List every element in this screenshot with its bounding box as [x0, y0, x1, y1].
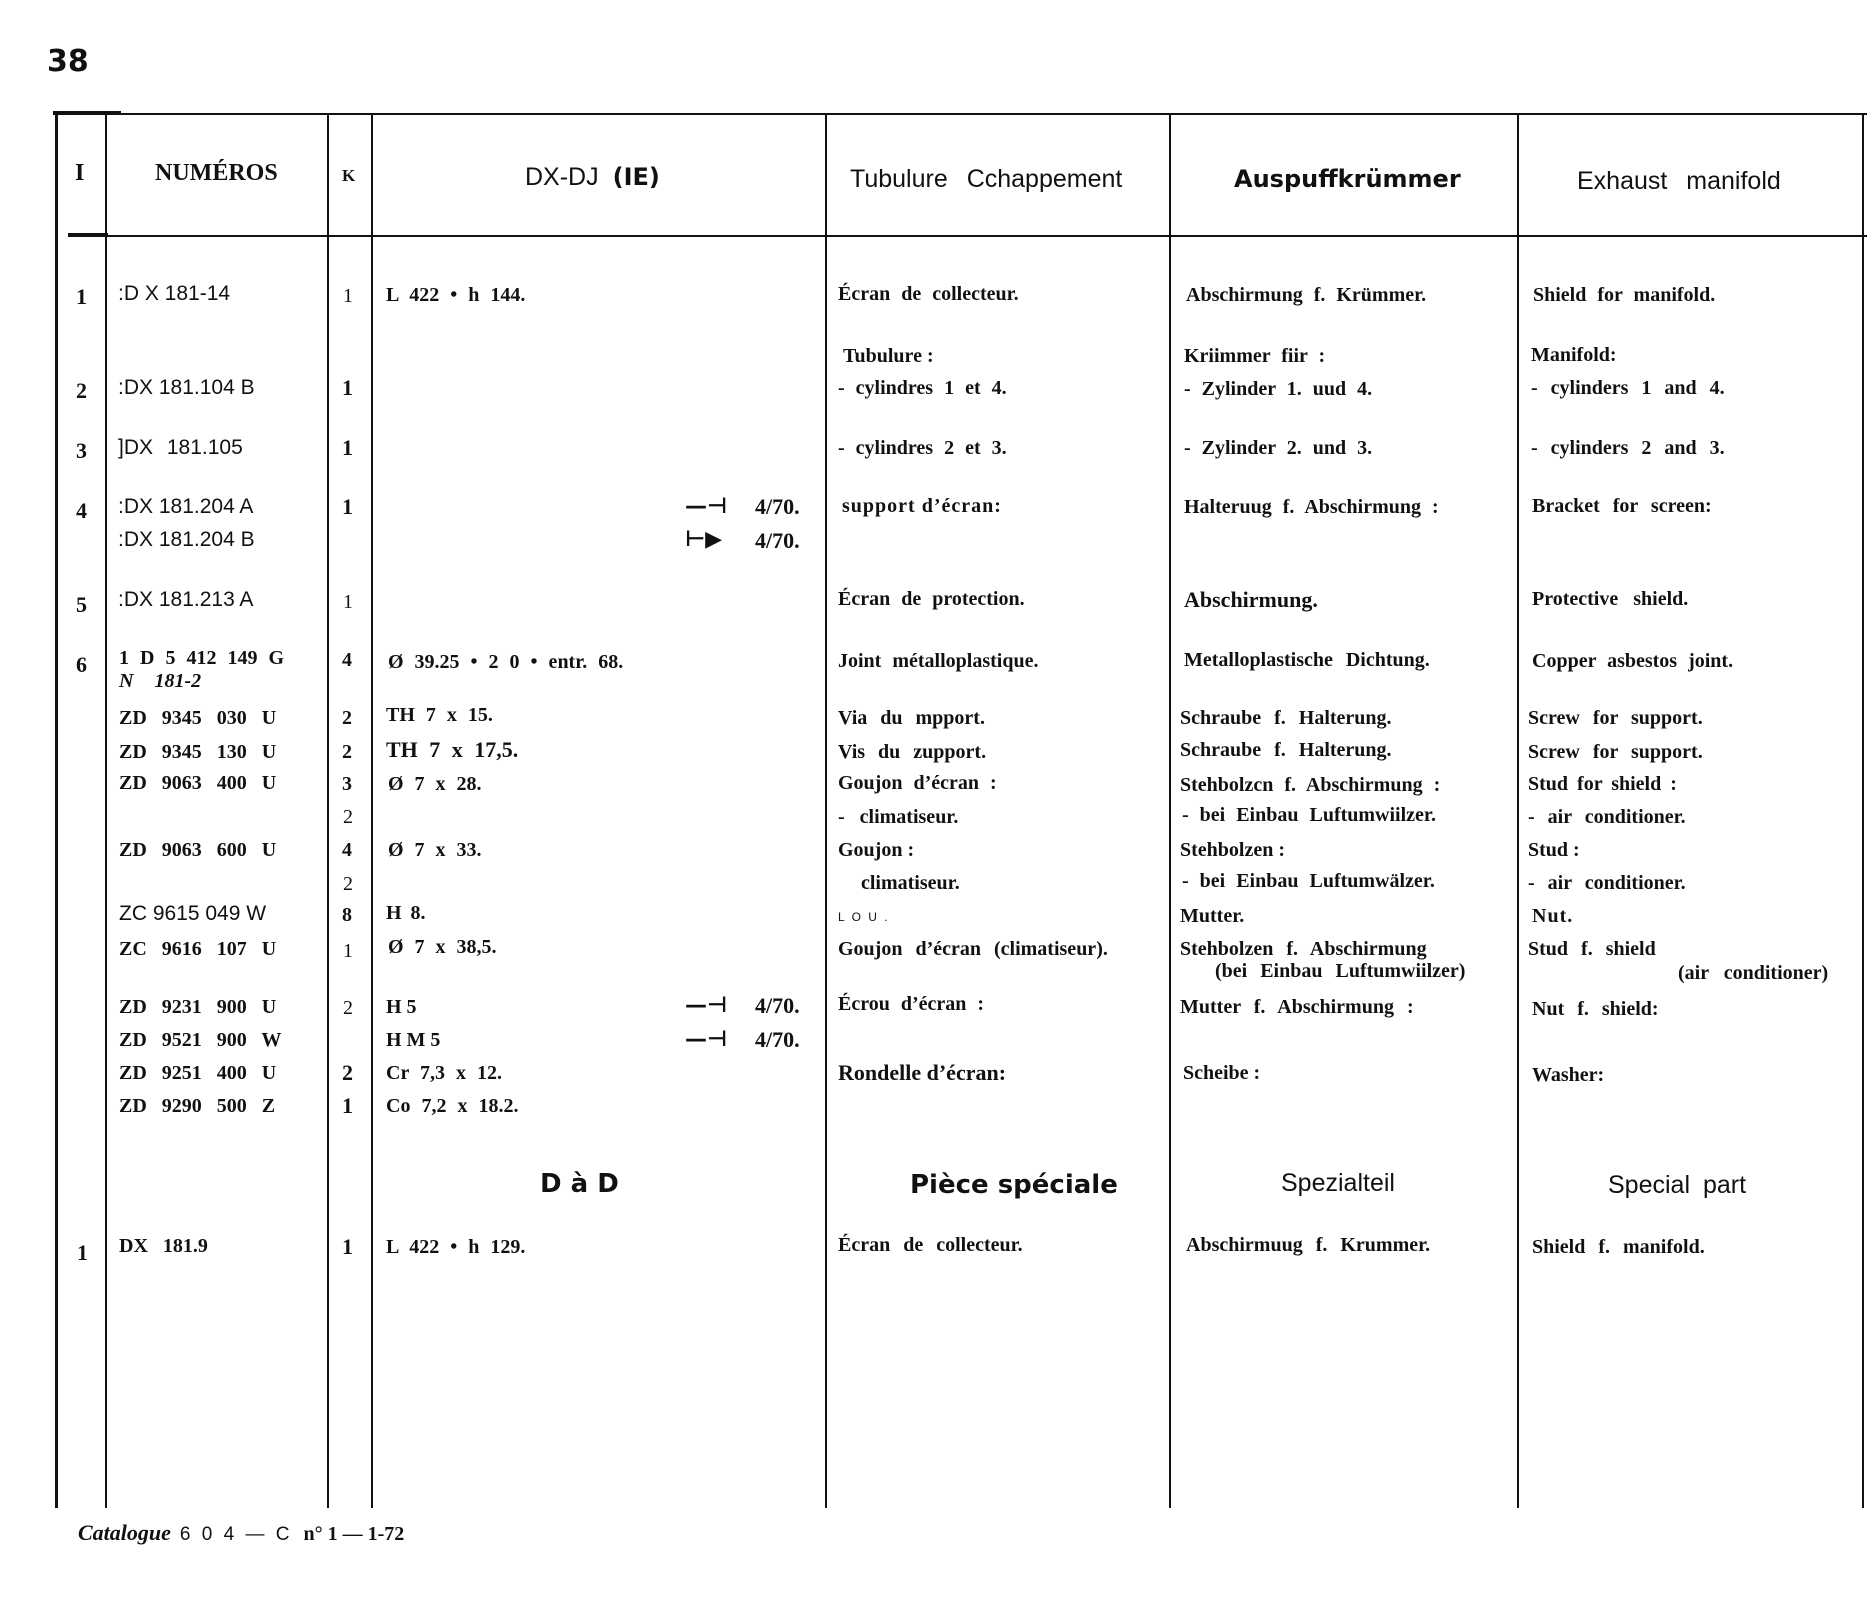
spec: Ø 7 x 28. — [388, 773, 482, 795]
de-col-divider — [1517, 113, 1519, 1508]
desc-de: - Zylinder 1. uud 4. — [1184, 378, 1373, 400]
desc-en: Copper asbestos joint. — [1532, 650, 1734, 672]
part-number — [118, 282, 230, 306]
quantity: 1 — [342, 435, 353, 460]
row-index: 2 — [76, 378, 87, 403]
desc-en: Nut. — [1532, 905, 1574, 927]
quantity: 1 — [342, 375, 353, 400]
desc-de: Abschirmung. — [1184, 587, 1318, 612]
quantity: 4 — [342, 649, 352, 671]
desc-en: Washer: — [1532, 1064, 1605, 1086]
desc-en: Stud f. shield — [1528, 938, 1656, 960]
spec: TH 7 x 17,5. — [386, 737, 519, 762]
spec: H 8. — [386, 902, 426, 924]
desc-fr: Écrou d’écran : — [838, 993, 985, 1015]
row-index: 1 — [77, 1240, 88, 1265]
header-model-suffix: (IE) — [612, 163, 660, 191]
header-english: Exhaust manifold — [1577, 167, 1781, 195]
special-heading-fr: Pièce spéciale — [910, 1170, 1118, 1200]
desc-en: Stud : — [1528, 839, 1580, 861]
desc-de: - bei Einbau Luftumwiilzer. — [1182, 804, 1436, 826]
desc-fr: Vis du zupport. — [838, 741, 987, 763]
quantity: 2 — [342, 1060, 353, 1085]
desc-en: Stud for shield : — [1528, 773, 1677, 795]
desc-fr: - cylindres 2 et 3. — [838, 437, 1007, 459]
desc-de: Mutter f. Abschirmung : — [1180, 996, 1414, 1018]
desc-de: Halteruug f. Abschirmung : — [1184, 496, 1439, 518]
header-k: K — [342, 166, 356, 185]
part-number: ZD 9063 600 U — [119, 839, 277, 861]
desc-de-subheading: Kriimmer fiir : — [1184, 345, 1326, 367]
desc-en: Screw for support. — [1528, 707, 1703, 729]
part-number-text: :D X 181-14 — [118, 282, 231, 305]
quantity: 1 — [343, 285, 353, 307]
part-number: ZD 9521 900 W — [119, 1029, 282, 1051]
spec: Co 7,2 x 18.2. — [386, 1095, 519, 1117]
desc-fr: Écran de collecteur. — [838, 1234, 1023, 1256]
part-number: :DX 181.204 A — [118, 495, 254, 518]
part-number: ZD 9251 400 U — [119, 1062, 277, 1084]
desc-en: - cylinders 2 and 3. — [1531, 437, 1725, 459]
part-number: ZC 9616 107 U — [119, 938, 277, 960]
k-col-divider — [371, 113, 373, 1508]
quantity: 2 — [343, 873, 353, 895]
part-number: ZD 9345 130 U — [119, 741, 277, 763]
catalogue-footer — [78, 1520, 404, 1546]
spec: H M 5 — [386, 1029, 441, 1051]
fr-col-divider — [1169, 113, 1171, 1508]
header-bottom-rule — [68, 235, 1867, 237]
arrow-up-to-icon: —⊣ — [685, 1027, 728, 1052]
desc-de: Stehbolzen : — [1180, 839, 1285, 861]
desc-fr: Écran de collecteur. — [838, 283, 1019, 305]
quantity: 1 — [342, 1093, 353, 1118]
desc-de-note: (bei Einbau Luftumwiilzer) — [1215, 960, 1466, 982]
header-french: Tubulure Cchappement — [850, 165, 1123, 193]
desc-en: Bracket for screen: — [1532, 495, 1712, 517]
page-number: 38 — [47, 44, 89, 79]
spec: Ø 39.25 • 2 0 • entr. 68. — [388, 651, 624, 673]
desc-fr: support d’écran: — [842, 495, 1002, 517]
quantity: 3 — [342, 773, 352, 795]
desc-en: Nut f. shield: — [1532, 998, 1659, 1020]
part-number: :DX 181.213 A — [118, 588, 254, 611]
header-model — [525, 163, 660, 192]
desc-en-note: (air conditioner) — [1678, 962, 1829, 984]
spec-col-divider — [825, 113, 827, 1508]
date-limit: 4/70. — [755, 993, 800, 1018]
index-col-top-accent — [53, 111, 121, 114]
part-number: :DX 181.104 B — [118, 376, 255, 399]
quantity: 2 — [342, 741, 352, 763]
header-numbers: NUMÉROS — [155, 160, 278, 186]
part-number: ZD 9345 030 U — [119, 707, 277, 729]
row-index: 4 — [76, 498, 87, 523]
part-number: ZD 9231 900 U — [119, 996, 277, 1018]
desc-en: Shield f. manifold. — [1532, 1236, 1705, 1258]
quantity: 1 — [342, 494, 353, 519]
special-heading-de: Spezialteil — [1281, 1169, 1395, 1197]
quantity: 2 — [343, 997, 353, 1019]
catalogue-label: Catalogue — [78, 1520, 171, 1545]
catalogue-edition: n° 1 — 1-72 — [303, 1523, 405, 1545]
index-col-divider — [105, 113, 107, 1508]
date-limit: 4/70. — [755, 528, 800, 553]
spec: H 5 — [386, 996, 417, 1018]
desc-de: - bei Einbau Luftumwälzer. — [1182, 870, 1435, 892]
desc-fr: Joint métalloplastique. — [838, 650, 1039, 672]
desc-de: Schraube f. Halterung. — [1180, 739, 1392, 761]
arrow-up-to-icon: —⊣ — [685, 494, 728, 519]
desc-fr: - climatiseur. — [838, 806, 959, 828]
part-number: ]DX 181.105 — [118, 436, 243, 459]
left-border — [55, 113, 58, 1508]
row-index: 3 — [76, 438, 87, 463]
part-number: ZC 9615 049 W — [119, 902, 267, 925]
numbers-col-divider — [327, 113, 329, 1508]
index-col-header-rule — [68, 233, 108, 236]
part-number: DX 181.9 — [119, 1235, 208, 1257]
quantity: 8 — [342, 904, 352, 926]
desc-fr: Via du mpport. — [838, 707, 985, 729]
row-index: 6 — [76, 652, 87, 677]
quantity: 4 — [342, 839, 352, 861]
desc-en: - cylinders 1 and 4. — [1531, 377, 1725, 399]
part-number: :DX 181.204 B — [118, 528, 255, 551]
header-model-name: DX-DJ — [525, 163, 599, 191]
desc-de: Abschirmuug f. Krummer. — [1186, 1234, 1431, 1256]
quantity: 1 — [343, 940, 353, 962]
desc-de: Stehbolzcn f. Abschirmung : — [1180, 774, 1441, 796]
arrow-up-to-icon: —⊣ — [685, 993, 728, 1018]
date-limit: 4/70. — [755, 494, 800, 519]
desc-en: Screw for support. — [1528, 741, 1703, 763]
desc-de: Metalloplastische Dichtung. — [1184, 649, 1430, 671]
desc-en: - air conditioner. — [1528, 806, 1686, 828]
part-number: 1 D 5 412 149 G — [119, 647, 284, 669]
desc-de: Abschirmung f. Krümmer. — [1186, 284, 1427, 306]
spec: TH 7 x 15. — [386, 704, 493, 726]
desc-fr: Écran de protection. — [838, 588, 1025, 610]
desc-de: Schraube f. Halterung. — [1180, 707, 1392, 729]
quantity: 2 — [342, 707, 352, 729]
desc-fr: L O U . — [838, 910, 890, 924]
quantity: 2 — [343, 806, 353, 828]
spec: L 422 • h 129. — [386, 1236, 526, 1258]
special-heading-en: Special part — [1608, 1171, 1747, 1199]
desc-en: Protective shield. — [1532, 588, 1689, 610]
desc-fr-subheading: Tubulure : — [843, 345, 934, 367]
desc-en: Shield for manifold. — [1533, 284, 1716, 306]
desc-en: - air conditioner. — [1528, 872, 1686, 894]
desc-fr: Goujon d’écran (climatiseur). — [838, 938, 1108, 960]
spec: Ø 7 x 38,5. — [388, 936, 497, 958]
desc-fr: Goujon : — [838, 839, 915, 861]
desc-de: Scheibe : — [1183, 1062, 1261, 1084]
desc-de: - Zylinder 2. und 3. — [1184, 437, 1373, 459]
catalogue-code: 6 0 4 — C — [179, 1524, 293, 1545]
desc-de: Stehbolzen f. Abschirmung — [1180, 938, 1427, 960]
header-index: I — [75, 160, 85, 186]
spec: Ø 7 x 33. — [388, 839, 482, 861]
part-number-alt: N 181-2 — [119, 670, 202, 692]
date-limit: 4/70. — [755, 1027, 800, 1052]
special-model-heading: D à D — [540, 1169, 619, 1199]
quantity: 1 — [343, 591, 353, 613]
right-border — [1862, 113, 1864, 1508]
desc-fr: climatiseur. — [861, 872, 960, 894]
desc-en-subheading: Manifold: — [1531, 344, 1617, 366]
spec: L 422 • h 144. — [386, 284, 526, 306]
header-german: Auspuffkrümmer — [1234, 165, 1461, 193]
spec: Cr 7,3 x 12. — [386, 1062, 502, 1084]
desc-fr: Rondelle d’écran: — [838, 1060, 1007, 1085]
desc-de: Mutter. — [1180, 905, 1245, 927]
table-top-rule — [53, 113, 1867, 115]
part-number: ZD 9063 400 U — [119, 772, 277, 794]
quantity: 1 — [342, 1234, 353, 1259]
desc-fr: Goujon d’écran : — [838, 772, 997, 794]
arrow-from-icon: ⊢▶ — [685, 527, 723, 552]
part-number: ZD 9290 500 Z — [119, 1095, 276, 1117]
desc-fr: - cylindres 1 et 4. — [838, 377, 1007, 399]
row-index: 1 — [76, 284, 87, 309]
row-index: 5 — [76, 592, 87, 617]
